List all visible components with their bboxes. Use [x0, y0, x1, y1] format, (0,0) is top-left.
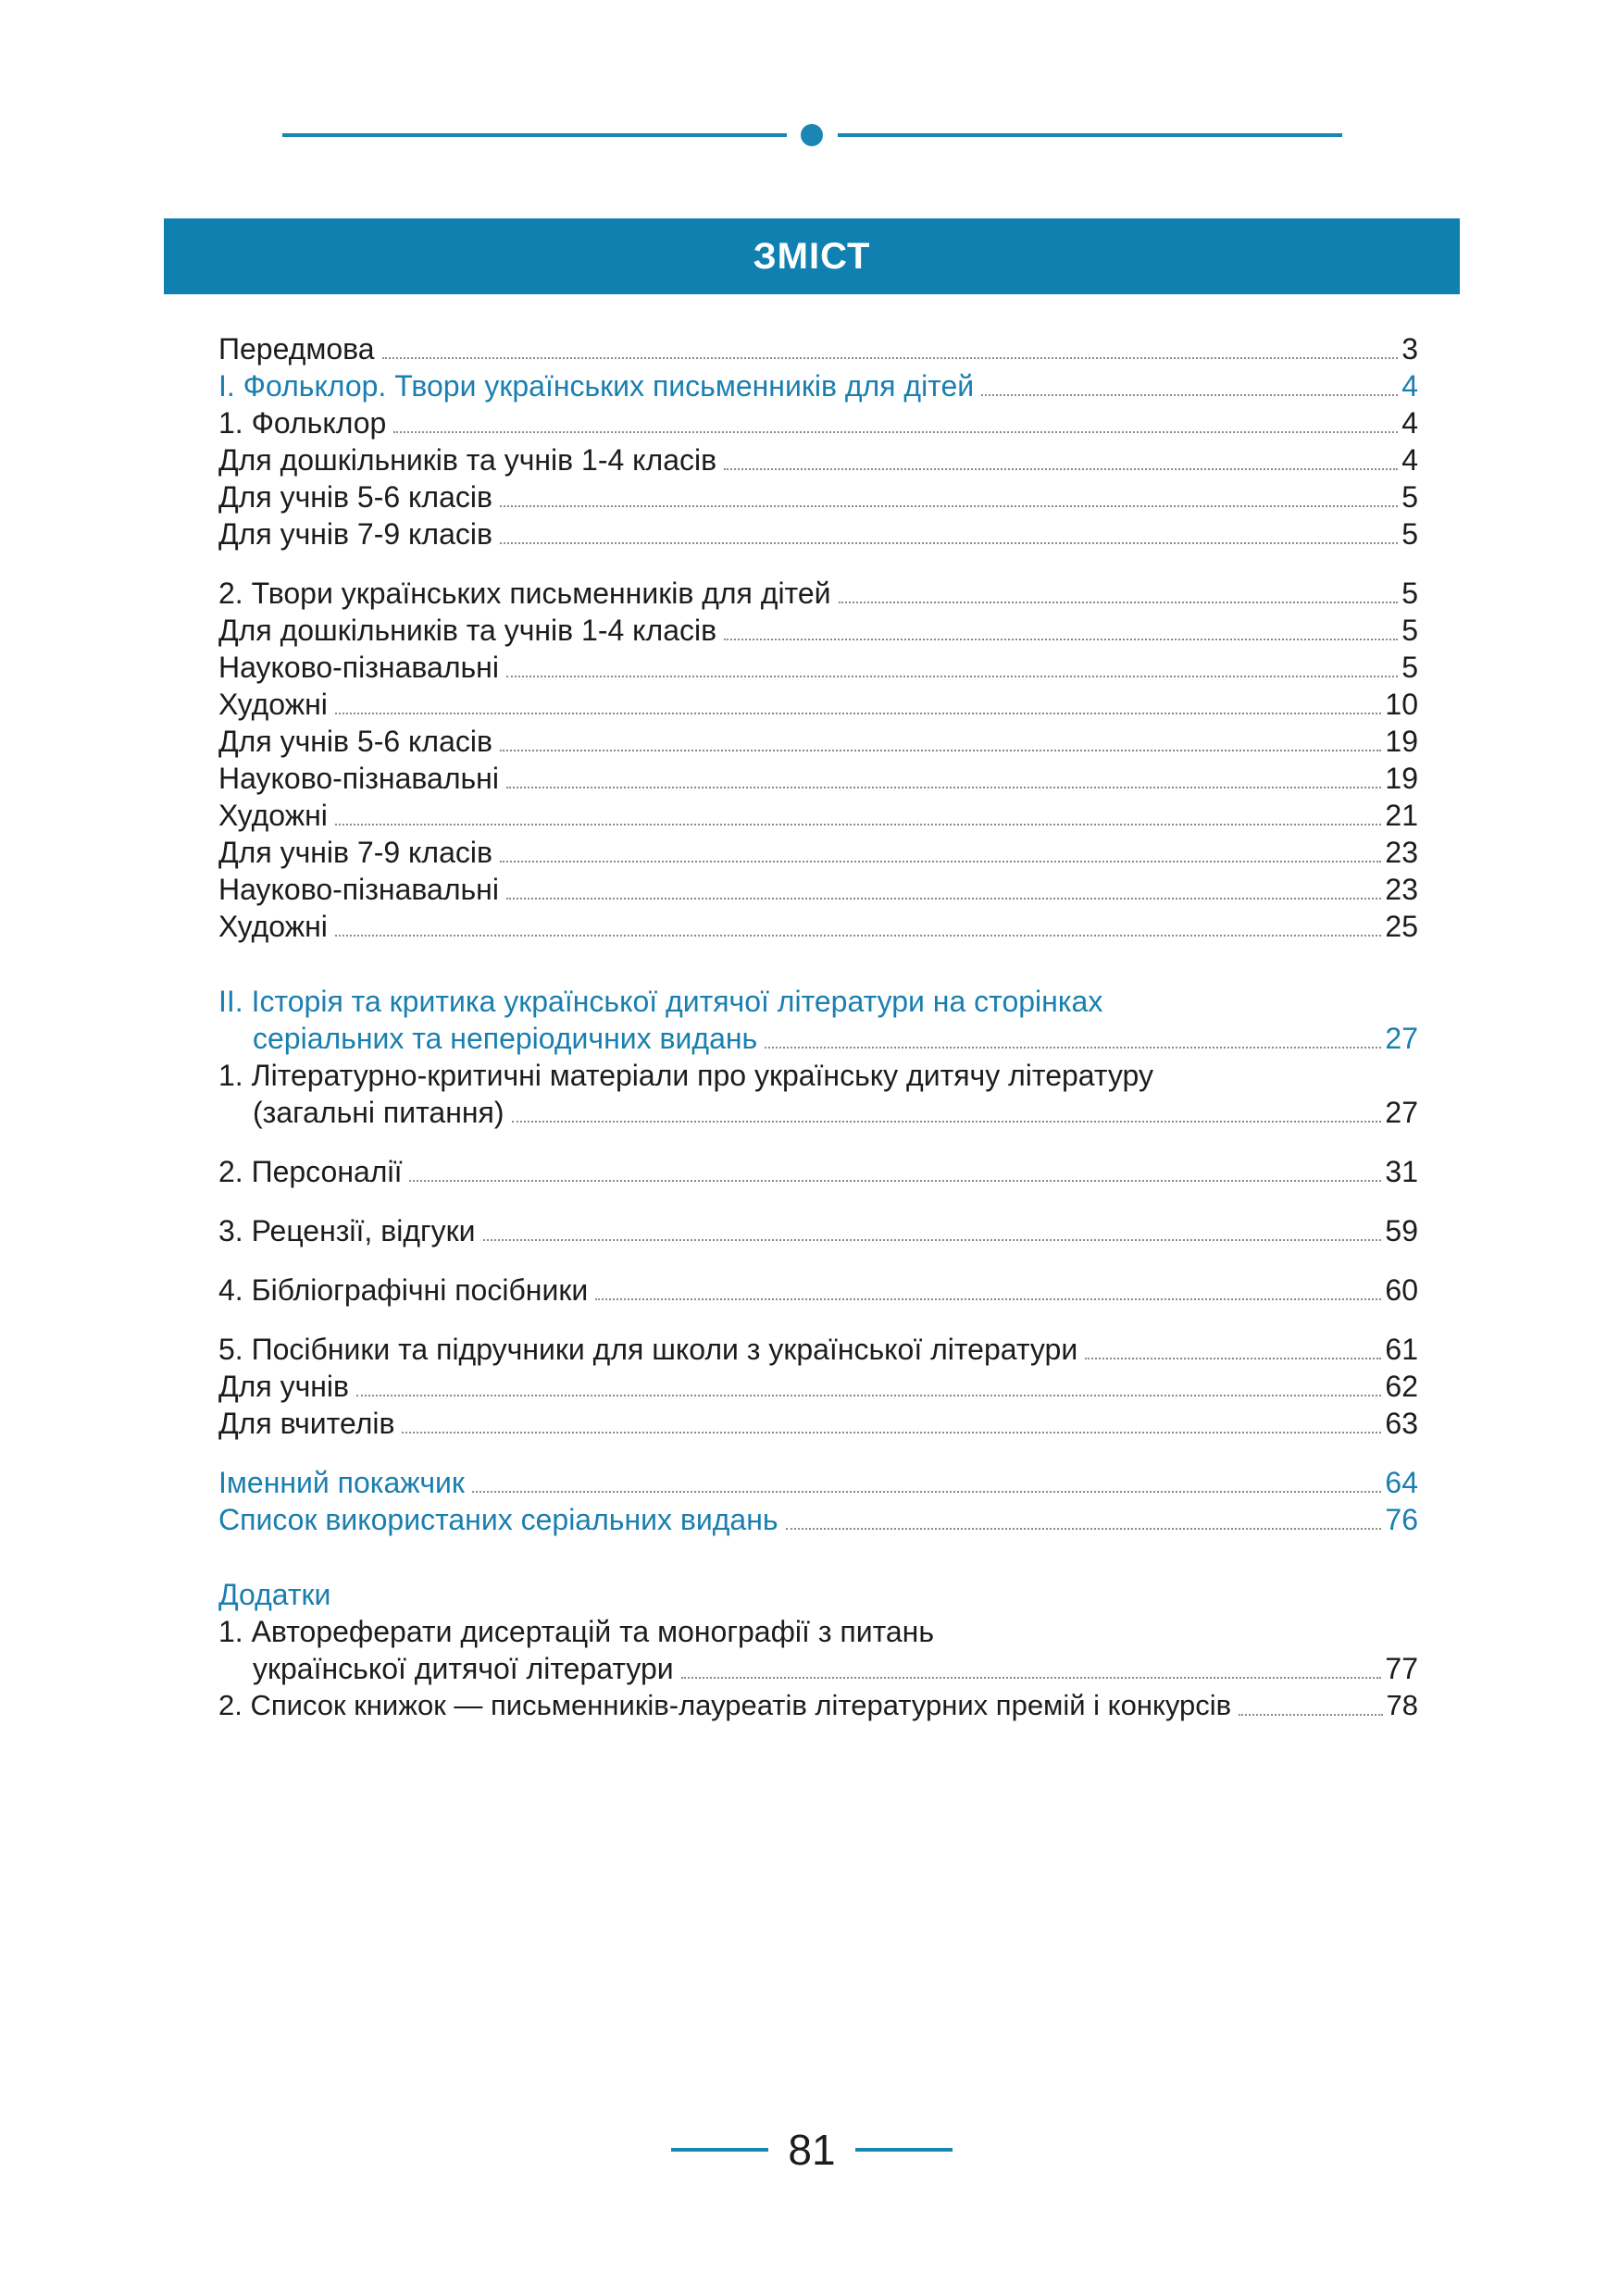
- toc-entry-page: 5: [1401, 517, 1418, 551]
- toc-entry-label: 1. Фольклор: [218, 406, 387, 440]
- toc-entry-page: 64: [1385, 1466, 1418, 1499]
- toc-entry-page: 25: [1385, 910, 1418, 943]
- toc-leader-dots: [506, 898, 1381, 900]
- toc-section-heading[interactable]: [218, 983, 1102, 1020]
- toc-entry-label: 1. Літературно-критичні матеріали про українську дитячу літературу: [218, 1059, 1153, 1092]
- toc-entry[interactable]: [218, 1687, 1418, 1724]
- toc-section-heading[interactable]: [218, 1576, 330, 1613]
- toc-entry-label: (загальні питання): [253, 1096, 504, 1129]
- toc-entry-label: серіальних та неперіодичних видань: [253, 1022, 758, 1055]
- toc-entry[interactable]: [218, 1020, 1418, 1057]
- page-title-text: ЗМІСТ: [753, 235, 871, 277]
- toc-leader-dots: [356, 1395, 1381, 1396]
- toc-entry[interactable]: [218, 515, 1418, 552]
- toc-entry[interactable]: [218, 1501, 1418, 1538]
- toc-entry[interactable]: [218, 612, 1418, 649]
- toc-entry-page: 10: [1385, 688, 1418, 721]
- toc-entry[interactable]: [218, 723, 1418, 760]
- toc-entry-page: 63: [1385, 1407, 1418, 1440]
- toc-entry-label: Науково-пізнавальні: [218, 762, 499, 795]
- toc-entry[interactable]: [218, 1464, 1418, 1501]
- top-rule-right: [838, 133, 1342, 137]
- toc-entry-label: Науково-пізнавальні: [218, 873, 499, 906]
- toc-entry[interactable]: [218, 404, 1418, 441]
- toc-entry-page: 77: [1385, 1652, 1418, 1685]
- toc-entry-label: Список використаних серіальних видань: [218, 1503, 778, 1536]
- toc-leader-dots: [1239, 1714, 1382, 1716]
- toc-entry-page: 4: [1401, 369, 1418, 403]
- toc-entry-label: 5. Посібники та підручники для школи з української літератури: [218, 1333, 1078, 1366]
- toc-leader-dots: [595, 1298, 1381, 1300]
- toc-leader-dots: [382, 357, 1399, 359]
- toc-leader-dots: [724, 639, 1398, 640]
- toc-leader-dots: [724, 468, 1398, 470]
- toc-entry-label: Для вчителів: [218, 1407, 395, 1440]
- toc-entry-label: Художні: [218, 799, 328, 832]
- toc-entry-page: 76: [1385, 1503, 1418, 1536]
- toc-entry-label: Художні: [218, 910, 328, 943]
- page-title: [164, 218, 1460, 294]
- toc-leader-dots: [500, 542, 1398, 544]
- toc-entry-page: 21: [1385, 799, 1418, 832]
- toc-entry-label: І. Фольклор. Твори українських письменників для дітей: [218, 369, 975, 403]
- toc-entry-page: 5: [1401, 480, 1418, 514]
- footer-rule-right: [855, 2148, 953, 2152]
- toc-entry[interactable]: [218, 1368, 1418, 1405]
- toc-entry-label: Передмова: [218, 332, 375, 366]
- toc-leader-dots: [500, 505, 1398, 507]
- toc-entry-label: Для учнів 5-6 класів: [218, 480, 492, 514]
- toc-entry[interactable]: [218, 908, 1418, 945]
- toc-entry-label: Іменний покажчик: [218, 1466, 465, 1499]
- toc-entry-label: 1. Автореферати дисертацій та монографії з питань: [218, 1615, 935, 1648]
- toc-leader-dots: [765, 1047, 1381, 1049]
- toc-entry-label: 2. Твори українських письменників для дітей: [218, 577, 831, 610]
- toc-entry-label: Для учнів 7-9 класів: [218, 517, 492, 551]
- toc-entry-label: Для дошкільників та учнів 1-4 класів: [218, 614, 717, 647]
- toc-leader-dots: [681, 1677, 1382, 1679]
- toc-entry[interactable]: [218, 760, 1418, 797]
- toc-entry-label: Художні: [218, 688, 328, 721]
- toc-entry-page: 27: [1385, 1022, 1418, 1055]
- toc-entry-page: 5: [1401, 651, 1418, 684]
- toc-leader-dots: [335, 713, 1382, 714]
- toc-entry[interactable]: [218, 1094, 1418, 1131]
- toc-subsection-heading[interactable]: [218, 1613, 934, 1650]
- toc-entry-label: української дитячої літератури: [253, 1652, 674, 1685]
- toc-entry-page: 5: [1401, 614, 1418, 647]
- toc-entry-page: 19: [1385, 762, 1418, 795]
- toc-entry-page: 78: [1386, 1689, 1418, 1721]
- toc-leader-dots: [393, 431, 1398, 433]
- toc-entry-label: ІІ. Історія та критика української дитячої літератури на сторінках: [218, 985, 1103, 1018]
- toc-entry[interactable]: [218, 1331, 1418, 1368]
- toc-leader-dots: [506, 787, 1381, 788]
- toc-entry[interactable]: [218, 330, 1418, 367]
- toc-entry[interactable]: [218, 871, 1418, 908]
- toc-entry-page: 60: [1385, 1273, 1418, 1307]
- top-rule-left: [282, 133, 787, 137]
- toc-entry-page: 31: [1385, 1155, 1418, 1188]
- toc-entry-page: 4: [1401, 406, 1418, 440]
- toc-entry[interactable]: [218, 1272, 1418, 1309]
- toc-entry-label: 2. Список книжок — письменників-лауреатів літературних премій і конкурсів: [218, 1689, 1232, 1721]
- toc-entry[interactable]: [218, 1153, 1418, 1190]
- toc-entry-page: 23: [1385, 873, 1418, 906]
- toc-leader-dots: [335, 935, 1382, 937]
- toc-entry[interactable]: [218, 797, 1418, 834]
- toc-entry-page: 61: [1385, 1333, 1418, 1366]
- toc-entry-page: 5: [1401, 577, 1418, 610]
- toc-entry[interactable]: [218, 834, 1418, 871]
- toc-leader-dots: [335, 824, 1382, 825]
- toc-leader-dots: [512, 1121, 1382, 1123]
- top-ornament-dot: [801, 124, 823, 146]
- toc-entry-label: Для учнів 5-6 класів: [218, 725, 492, 758]
- toc-entry[interactable]: [218, 367, 1418, 404]
- toc-entry[interactable]: [218, 575, 1418, 612]
- toc-leader-dots: [500, 750, 1381, 751]
- toc-entry-page: 23: [1385, 836, 1418, 869]
- toc-entry-label: Для учнів 7-9 класів: [218, 836, 492, 869]
- toc-entry[interactable]: [218, 1405, 1418, 1442]
- toc-entry-page: 62: [1385, 1370, 1418, 1403]
- toc-entry-label: Для учнів: [218, 1370, 350, 1403]
- toc-entry-label: Науково-пізнавальні: [218, 651, 499, 684]
- toc-leader-dots: [981, 394, 1398, 396]
- toc-entry[interactable]: [218, 1212, 1418, 1249]
- toc-entry[interactable]: [218, 478, 1418, 515]
- toc-entry-label: 4. Бібліографічні посібники: [218, 1273, 589, 1307]
- toc-leader-dots: [483, 1239, 1382, 1241]
- toc-entry-page: 59: [1385, 1214, 1418, 1247]
- toc-entry-label: 2. Персоналії: [218, 1155, 403, 1188]
- toc-entry-label: Додатки: [218, 1578, 331, 1611]
- toc-entry-page: 3: [1401, 332, 1418, 366]
- toc-leader-dots: [1085, 1358, 1381, 1359]
- toc-entry-label: Для дошкільників та учнів 1-4 класів: [218, 443, 717, 477]
- toc-leader-dots: [500, 861, 1381, 863]
- toc-leader-dots: [506, 676, 1398, 677]
- toc-leader-dots: [409, 1180, 1381, 1182]
- toc-entry[interactable]: [218, 649, 1418, 686]
- toc-entry[interactable]: [218, 1650, 1418, 1687]
- toc-leader-dots: [786, 1528, 1382, 1530]
- toc-leader-dots: [402, 1432, 1381, 1433]
- footer-rule-left: [671, 2148, 768, 2152]
- toc-subsection-heading[interactable]: [218, 1057, 1153, 1094]
- toc-leader-dots: [472, 1491, 1382, 1493]
- toc-entry[interactable]: [218, 441, 1418, 478]
- toc-entry-page: 4: [1401, 443, 1418, 477]
- toc-entry[interactable]: [218, 686, 1418, 723]
- toc-entry-label: 3. Рецензії, відгуки: [218, 1214, 476, 1247]
- toc-leader-dots: [839, 602, 1399, 603]
- toc-entry-page: 27: [1385, 1096, 1418, 1129]
- page-number: 81: [788, 2126, 836, 2174]
- toc-entry-page: 19: [1385, 725, 1418, 758]
